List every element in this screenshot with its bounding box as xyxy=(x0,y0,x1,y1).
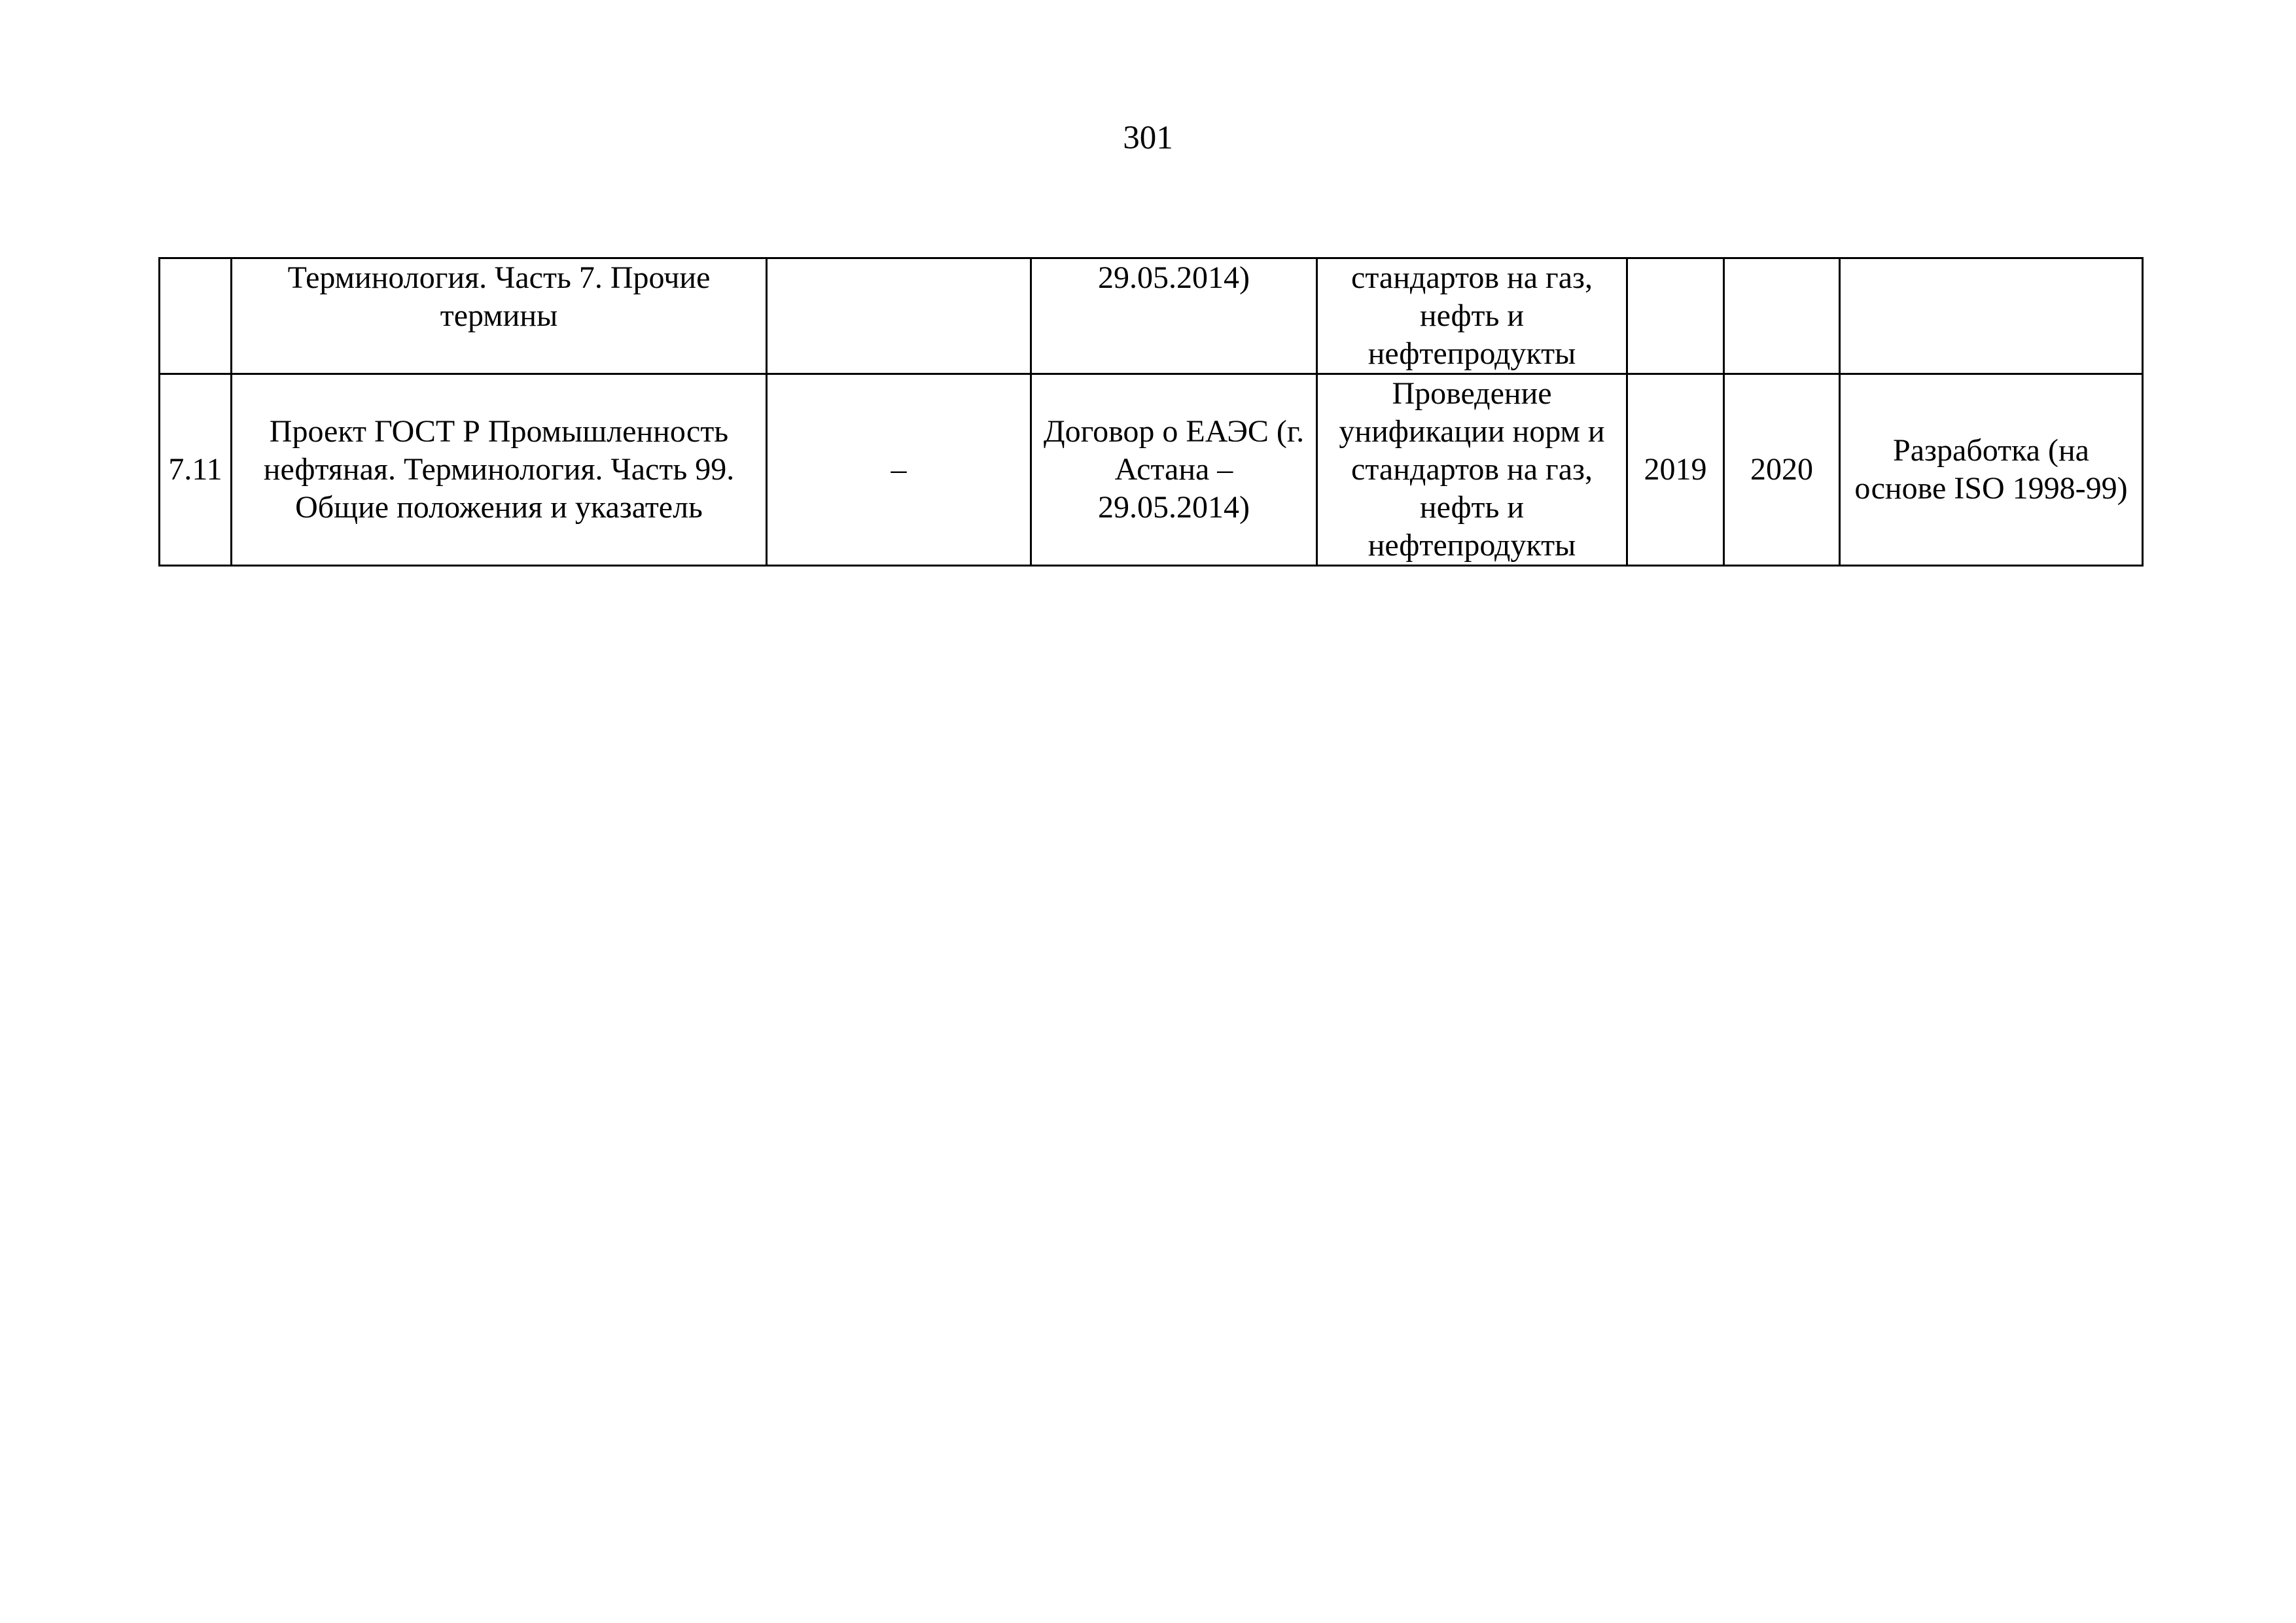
note-cell: Разработка (на основе ISO 1998-99) xyxy=(1840,374,2143,566)
table-row xyxy=(160,258,2143,374)
goal-cell: стандартов на газ, нефть и нефтепродукты xyxy=(1317,258,1627,374)
row-number-cell: 7.11 xyxy=(160,374,232,566)
goal-cell: Проведение унификации норм и стандартов на газ, нефть и нефтепродукты xyxy=(1317,374,1627,566)
basis-cell: Договор о ЕАЭС (г. Астана – 29.05.2014) xyxy=(1031,374,1317,566)
standard-name-cell: Терминология. Часть 7. Прочие термины xyxy=(232,258,767,374)
end-year-cell: 2020 xyxy=(1724,374,1840,566)
start-year-cell: 2019 xyxy=(1627,374,1724,566)
code-cell: – xyxy=(767,374,1031,566)
page-number: 301 xyxy=(1123,120,1173,156)
start-year-cell xyxy=(1627,258,1724,374)
standards-table xyxy=(158,257,2144,567)
standard-name-cell: Проект ГОСТ Р Промышленность нефтяная. Терминология. Часть 99. Общие положения и указатель xyxy=(232,374,767,566)
table-row xyxy=(160,374,2143,566)
basis-cell: 29.05.2014) xyxy=(1031,258,1317,374)
code-cell xyxy=(767,258,1031,374)
row-number-cell xyxy=(160,258,232,374)
note-cell xyxy=(1840,258,2143,374)
end-year-cell xyxy=(1724,258,1840,374)
